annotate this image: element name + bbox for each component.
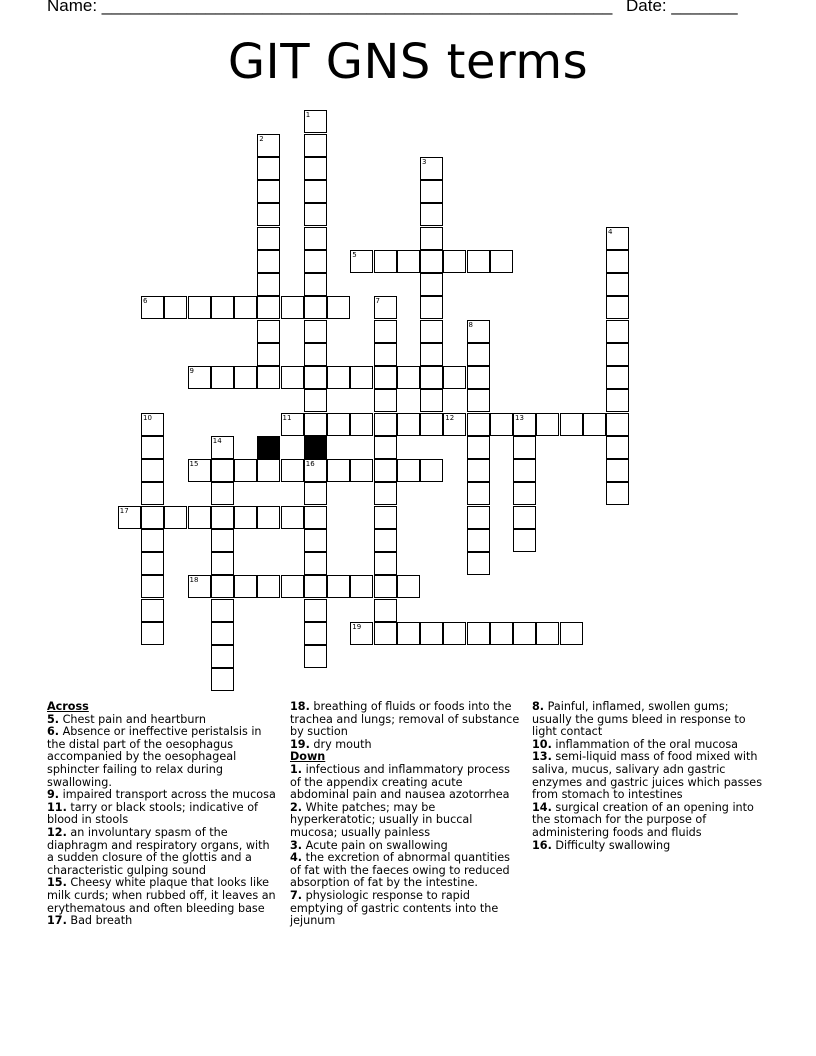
grid-cell[interactable] (257, 250, 280, 273)
grid-cell[interactable] (443, 250, 466, 273)
grid-cell[interactable] (257, 203, 280, 226)
grid-cell[interactable] (374, 366, 397, 389)
clue-number: 15 (189, 460, 199, 468)
grid-cell[interactable] (327, 459, 350, 482)
clue-down-13: 13. semi-liquid mass of food mixed with saliva, mucus, salivary adn gastric enzymes and gastric juices which passes from stomach to intestines (532, 750, 763, 802)
grid-cell[interactable] (443, 413, 466, 436)
grid-cell[interactable] (257, 273, 280, 296)
clue-column-2 (290, 701, 522, 928)
grid-cell[interactable] (420, 203, 443, 226)
grid-cell[interactable] (420, 366, 443, 389)
clue-number: 11 (282, 413, 292, 422)
grid-cell[interactable] (374, 459, 397, 482)
grid-cell[interactable] (304, 459, 327, 482)
grid-cell[interactable] (350, 459, 373, 482)
grid-cell[interactable] (281, 575, 304, 598)
grid-cell[interactable] (281, 366, 304, 389)
grid-cell[interactable] (304, 203, 327, 226)
grid-cell[interactable] (420, 343, 443, 366)
grid-cell[interactable] (443, 366, 466, 389)
grid-cell[interactable] (583, 413, 606, 436)
grid-cell[interactable] (188, 575, 211, 598)
clue-number: 2 (259, 134, 264, 143)
grid-cell[interactable] (374, 552, 397, 575)
name-field-label: Name: ______________________________________________________ (47, 0, 613, 15)
grid-cell[interactable] (374, 482, 397, 505)
clue-number: 6 (143, 297, 148, 306)
grid-cell[interactable] (304, 320, 327, 343)
grid-cell[interactable] (397, 459, 420, 482)
grid-cell[interactable] (141, 296, 164, 319)
clue-across-5: 5. Chest pain and heartburn (47, 712, 206, 726)
grid-cell[interactable] (211, 599, 234, 622)
grid-cell[interactable] (141, 552, 164, 575)
grid-cell[interactable] (350, 413, 373, 436)
clue-number: 3 (422, 157, 427, 166)
clue-number: 18 (189, 576, 199, 585)
grid-cell[interactable] (141, 622, 164, 645)
grid-cell[interactable] (350, 250, 373, 273)
clue-down-4: 4. the excretion of abnormal quantities of fat with the faeces owing to reduced absorption of fat by the intestine. (290, 851, 510, 890)
grid-cell[interactable] (164, 296, 187, 319)
grid-cell[interactable] (350, 622, 373, 645)
grid-cell[interactable] (560, 413, 583, 436)
grid-cell[interactable] (188, 366, 211, 389)
clue-down-14: 14. surgical creation of an opening into the stomach for the purpose of administering foods and fluids (532, 800, 754, 839)
grid-cell[interactable] (304, 622, 327, 645)
clue-number: 14 (212, 436, 222, 445)
grid-cell[interactable] (374, 389, 397, 412)
clue-number: 8 (468, 320, 473, 329)
grid-cell[interactable] (304, 506, 327, 529)
grid-cell[interactable] (141, 436, 164, 459)
grid-cell[interactable] (304, 250, 327, 273)
clue-down-16: 16. Difficulty swallowing (532, 838, 671, 852)
grid-cell[interactable] (141, 506, 164, 529)
grid-cell[interactable] (490, 413, 513, 436)
grid-cell[interactable] (327, 413, 350, 436)
grid-cell[interactable] (606, 250, 629, 273)
grid-cell[interactable] (443, 622, 466, 645)
grid-cell[interactable] (211, 529, 234, 552)
grid-cell[interactable] (304, 110, 327, 133)
grid-cell[interactable] (420, 389, 443, 412)
grid-cell[interactable] (350, 575, 373, 598)
grid-cell[interactable] (420, 459, 443, 482)
grid-cell[interactable] (467, 413, 490, 436)
clue-down-3: 3. Acute pain on swallowing (290, 838, 448, 852)
clue-column-3 (532, 701, 764, 852)
grid-cell[interactable] (327, 366, 350, 389)
grid-cell[interactable] (304, 273, 327, 296)
grid-cell[interactable] (304, 343, 327, 366)
grid-cell[interactable] (513, 459, 536, 482)
grid-cell[interactable] (257, 459, 280, 482)
grid-cell[interactable] (420, 622, 443, 645)
grid-cell[interactable] (606, 227, 629, 250)
grid-cell[interactable] (374, 413, 397, 436)
grid-cell[interactable] (606, 343, 629, 366)
grid-cell[interactable] (397, 250, 420, 273)
grid-cell[interactable] (281, 459, 304, 482)
grid-cell[interactable] (281, 296, 304, 319)
grid-cell[interactable] (281, 413, 304, 436)
clue-column-1 (47, 701, 279, 928)
grid-cell[interactable] (606, 459, 629, 482)
grid-cell[interactable] (304, 552, 327, 575)
grid-cell[interactable] (490, 250, 513, 273)
clue-down-8: 8. Painful, inflamed, swollen gums; usually the gums bleed in response to light contact (532, 700, 746, 739)
grid-cell[interactable] (606, 389, 629, 412)
grid-cell[interactable] (141, 529, 164, 552)
grid-cell[interactable] (606, 413, 629, 436)
grid-cell[interactable] (513, 529, 536, 552)
grid-cell[interactable] (234, 366, 257, 389)
clue-across-18: 18. breathing of fluids or foods into the trachea and lungs; removal of substance by suction (290, 700, 520, 739)
grid-cell[interactable] (257, 366, 280, 389)
grid-cell[interactable] (304, 482, 327, 505)
clue-down-10: 10. inflammation of the oral mucosa (532, 737, 739, 751)
grid-cell[interactable] (188, 296, 211, 319)
clue-number: 5 (352, 250, 357, 259)
grid-cell[interactable] (211, 552, 234, 575)
grid-cell[interactable] (118, 506, 141, 529)
grid-cell[interactable] (281, 506, 304, 529)
clue-number: 1 (305, 111, 311, 120)
grid-cell[interactable] (513, 622, 536, 645)
grid-cell[interactable] (420, 273, 443, 296)
grid-cell[interactable] (467, 436, 490, 459)
grid-cell[interactable] (374, 250, 397, 273)
grid-cell[interactable] (257, 320, 280, 343)
down-heading: Down (290, 750, 326, 764)
grid-cell[interactable] (211, 622, 234, 645)
grid-cell[interactable] (141, 459, 164, 482)
grid-cell[interactable] (467, 389, 490, 412)
grid-cell[interactable] (467, 459, 490, 482)
grid-cell[interactable] (606, 436, 629, 459)
grid-cell[interactable] (188, 459, 211, 482)
grid-cell[interactable] (234, 296, 257, 319)
grid-cell[interactable] (374, 296, 397, 319)
clue-number: 4 (608, 227, 613, 236)
clue-number: 17 (119, 506, 129, 515)
grid-cell[interactable] (374, 343, 397, 366)
grid-cell[interactable] (606, 273, 629, 296)
grid-cell[interactable] (234, 459, 257, 482)
grid-cell[interactable] (420, 320, 443, 343)
black-cell (257, 436, 280, 459)
grid-cell[interactable] (304, 529, 327, 552)
clue-across-17: 17. Bad breath (47, 914, 133, 928)
grid-cell[interactable] (374, 599, 397, 622)
grid-cell[interactable] (397, 575, 420, 598)
clue-across-12: 12. an involuntary spasm of the diaphragm and respiratory organs, with a sudden closure of the glottis and a characteristic gulping sound (47, 825, 270, 877)
grid-cell[interactable] (560, 622, 583, 645)
clue-across-15: 15. Cheesy white plaque that looks like milk curds; when rubbed off, it leaves an erythematous and often bleeding base (47, 876, 276, 915)
grid-cell[interactable] (304, 599, 327, 622)
clue-number: 10 (143, 413, 152, 422)
clue-across-9: 9. impaired transport across the mucosa (47, 788, 276, 802)
grid-cell[interactable] (606, 320, 629, 343)
clue-down-1: 1. infectious and inflammatory process of the appendix creating acute abdominal pain and nausea azotorrhea (290, 762, 510, 802)
grid-cell[interactable] (211, 459, 234, 482)
grid-cell[interactable] (141, 575, 164, 598)
grid-cell[interactable] (420, 227, 443, 250)
clue-down-7: 7. physiologic response to rapid emptying of gastric contents into the jejunum (290, 888, 499, 928)
black-cell (304, 436, 327, 459)
grid-cell[interactable] (397, 413, 420, 436)
clue-across-6: 6. Absence or ineffective peristalsis in the distal part of the oesophagus accompanied by the oesophageal sphincter failing to relax during swallowing. (47, 725, 262, 789)
grid-cell[interactable] (304, 157, 327, 180)
grid-cell[interactable] (257, 180, 280, 203)
across-heading: Across (47, 700, 89, 713)
grid-cell[interactable] (257, 343, 280, 366)
grid-cell[interactable] (211, 668, 234, 691)
grid-cell[interactable] (327, 296, 350, 319)
grid-cell[interactable] (513, 413, 536, 436)
date-field-label: Date: _______ (626, 0, 738, 15)
grid-cell[interactable] (467, 320, 490, 343)
grid-cell[interactable] (234, 506, 257, 529)
grid-cell[interactable] (397, 366, 420, 389)
grid-cell[interactable] (420, 157, 443, 180)
clue-across-11: 11. tarry or black stools; indicative of blood in stools (47, 800, 258, 827)
grid-cell[interactable] (513, 506, 536, 529)
grid-cell[interactable] (350, 366, 373, 389)
grid-cell[interactable] (141, 413, 164, 436)
clue-across-19: 19. dry mouth (290, 737, 372, 751)
grid-cell[interactable] (304, 366, 327, 389)
grid-cell[interactable] (327, 575, 350, 598)
grid-cell[interactable] (374, 622, 397, 645)
grid-cell[interactable] (420, 180, 443, 203)
grid-cell[interactable] (211, 575, 234, 598)
grid-cell[interactable] (211, 506, 234, 529)
clue-down-2: 2. White patches; may be hyperkeratotic; usually in buccal mucosa; usually painless (290, 800, 473, 839)
grid-cell[interactable] (513, 482, 536, 505)
grid-cell[interactable] (467, 343, 490, 366)
clue-number: 7 (375, 297, 380, 306)
grid-cell[interactable] (304, 296, 327, 319)
clue-number: 16 (305, 460, 315, 468)
grid-cell[interactable] (467, 622, 490, 645)
grid-cell[interactable] (304, 227, 327, 250)
grid-cell[interactable] (304, 134, 327, 157)
grid-cell[interactable] (374, 320, 397, 343)
grid-cell[interactable] (374, 529, 397, 552)
grid-cell[interactable] (141, 599, 164, 622)
grid-cell[interactable] (606, 366, 629, 389)
grid-cell[interactable] (374, 506, 397, 529)
grid-cell[interactable] (164, 506, 187, 529)
grid-cell[interactable] (257, 296, 280, 319)
grid-cell[interactable] (211, 296, 234, 319)
grid-cell[interactable] (257, 157, 280, 180)
grid-cell[interactable] (397, 622, 420, 645)
grid-cell[interactable] (257, 575, 280, 598)
grid-cell[interactable] (606, 482, 629, 505)
grid-cell[interactable] (211, 436, 234, 459)
grid-cell[interactable] (606, 296, 629, 319)
clue-number: 13 (515, 413, 524, 422)
grid-cell[interactable] (304, 575, 327, 598)
grid-cell[interactable] (257, 134, 280, 157)
grid-cell[interactable] (513, 436, 536, 459)
grid-cell[interactable] (141, 482, 164, 505)
grid-cell[interactable] (304, 413, 327, 436)
grid-cell[interactable] (536, 413, 559, 436)
grid-cell[interactable] (257, 227, 280, 250)
grid-cell[interactable] (467, 552, 490, 575)
grid-cell[interactable] (467, 482, 490, 505)
grid-cell[interactable] (490, 622, 513, 645)
grid-cell[interactable] (304, 389, 327, 412)
grid-cell[interactable] (211, 482, 234, 505)
grid-cell[interactable] (536, 622, 559, 645)
grid-cell[interactable] (211, 366, 234, 389)
clue-number: 12 (445, 413, 455, 422)
grid-cell[interactable] (467, 366, 490, 389)
grid-cell[interactable] (374, 436, 397, 459)
grid-cell[interactable] (467, 250, 490, 273)
grid-cell[interactable] (467, 529, 490, 552)
grid-cell[interactable] (211, 645, 234, 668)
page-title: GIT GNS terms (227, 34, 589, 90)
grid-cell[interactable] (188, 506, 211, 529)
grid-cell[interactable] (304, 645, 327, 668)
grid-cell[interactable] (467, 506, 490, 529)
grid-cell[interactable] (374, 575, 397, 598)
clue-number: 9 (189, 367, 194, 375)
grid-cell[interactable] (304, 180, 327, 203)
clue-number: 19 (352, 622, 362, 631)
grid-cell[interactable] (234, 575, 257, 598)
grid-cell[interactable] (420, 413, 443, 436)
grid-cell[interactable] (257, 506, 280, 529)
grid-cell[interactable] (420, 250, 443, 273)
grid-cell[interactable] (420, 296, 443, 319)
